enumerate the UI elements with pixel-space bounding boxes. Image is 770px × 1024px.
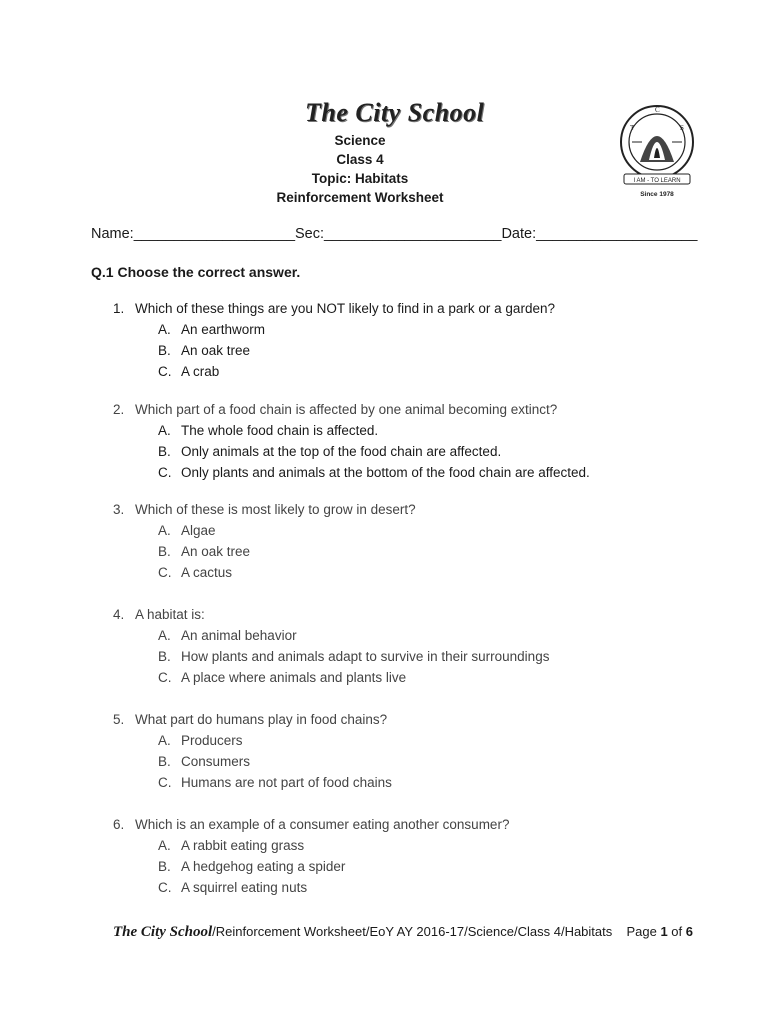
option-letter: A. — [158, 523, 171, 538]
emblem-letter-s: S — [680, 124, 684, 132]
option-c[interactable] — [113, 772, 392, 793]
question-text: Which of these things are you NOT likely to find in a park or a garden? — [135, 301, 555, 316]
option-b[interactable] — [113, 751, 392, 772]
school-emblem-icon — [618, 102, 696, 202]
option-text: An animal behavior — [181, 628, 297, 643]
emblem-since: Since 1978 — [640, 191, 674, 198]
option-text: A cactus — [181, 565, 233, 580]
option-c[interactable] — [113, 361, 555, 382]
date-label: Date: — [501, 226, 537, 242]
option-letter: B. — [158, 754, 171, 769]
option-text: Consumers — [181, 754, 251, 769]
question-1 — [113, 298, 555, 382]
option-text: Producers — [181, 733, 243, 748]
question-text: Which is an example of a consumer eating another consumer? — [135, 817, 510, 832]
date-field[interactable]: ____________________ — [536, 226, 698, 242]
emblem-letter-t: T — [630, 124, 635, 132]
option-letter: B. — [158, 343, 171, 358]
footer-school-script: The City School — [113, 924, 213, 940]
option-text: A place where animals and plants live — [181, 670, 407, 685]
question-number: 4. — [113, 607, 125, 622]
option-c[interactable] — [113, 667, 549, 688]
option-letter: C. — [158, 880, 172, 895]
option-a[interactable] — [113, 625, 549, 646]
option-a[interactable] — [113, 520, 416, 541]
option-b[interactable] — [113, 541, 416, 562]
name-field[interactable]: ____________________ — [133, 226, 296, 242]
option-a[interactable] — [113, 319, 555, 340]
option-letter: A. — [158, 423, 171, 438]
emblem-motto: I AM - TO LEARN — [633, 178, 681, 184]
option-text: A crab — [181, 364, 220, 379]
question-text: A habitat is: — [135, 607, 205, 622]
option-text: Humans are not part of food chains — [181, 775, 392, 790]
worksheet-type-title: Reinforcement Worksheet — [276, 190, 444, 205]
topic-title: Topic: Habitats — [311, 171, 409, 186]
section-title: Q.1 Choose the correct answer. — [91, 264, 301, 280]
option-letter: B. — [158, 649, 171, 664]
page-label: Page — [626, 924, 657, 939]
question-4 — [113, 604, 549, 688]
option-letter: A. — [158, 322, 171, 337]
question-number: 1. — [113, 301, 125, 316]
option-c[interactable] — [113, 462, 590, 483]
option-letter: C. — [158, 465, 172, 480]
question-3 — [113, 499, 416, 583]
option-text: How plants and animals adapt to survive in their surroundings — [181, 649, 550, 664]
option-c[interactable] — [113, 562, 416, 583]
option-letter: B. — [158, 544, 171, 559]
subject-title: Science — [334, 133, 386, 148]
school-logo-text: The City School — [305, 98, 485, 127]
sec-field[interactable]: ______________________ — [324, 226, 502, 242]
question-number: 5. — [113, 712, 125, 727]
question-text: What part do humans play in food chains? — [135, 712, 388, 727]
footer-path-text: /Reinforcement Worksheet/EoY AY 2016-17/Science/Class 4/Habitats — [212, 924, 613, 939]
page-of-label: of — [671, 924, 683, 939]
option-letter: C. — [158, 775, 172, 790]
sec-label: Sec: — [295, 226, 325, 242]
question-5 — [113, 709, 392, 793]
option-b[interactable] — [113, 646, 549, 667]
option-letter: B. — [158, 859, 171, 874]
option-b[interactable] — [113, 856, 509, 877]
option-c[interactable] — [113, 877, 509, 898]
option-text: Only animals at the top of the food chain are affected. — [181, 444, 502, 459]
question-6 — [113, 814, 509, 898]
option-letter: B. — [158, 444, 171, 459]
option-text: An earthworm — [181, 322, 266, 337]
option-text: An oak tree — [181, 544, 251, 559]
option-text: A hedgehog eating a spider — [181, 859, 346, 874]
option-a[interactable] — [113, 420, 590, 441]
option-letter: C. — [158, 670, 172, 685]
option-a[interactable] — [113, 730, 392, 751]
page-total: 6 — [685, 924, 693, 939]
option-text: Only plants and animals at the bottom of the food chain are affected. — [181, 465, 590, 480]
question-number: 3. — [113, 502, 125, 517]
footer-document-path — [113, 924, 612, 941]
page-number — [626, 924, 693, 939]
emblem-letter-c: C — [655, 106, 660, 114]
option-text: The whole food chain is affected. — [181, 423, 379, 438]
question-number: 6. — [113, 817, 125, 832]
name-label: Name: — [91, 226, 134, 242]
option-letter: A. — [158, 628, 171, 643]
option-text: A squirrel eating nuts — [181, 880, 308, 895]
option-text: Algae — [181, 523, 216, 538]
option-letter: C. — [158, 364, 172, 379]
option-a[interactable] — [113, 835, 509, 856]
question-2 — [113, 399, 590, 483]
option-b[interactable] — [113, 441, 590, 462]
option-letter: C. — [158, 565, 172, 580]
option-text: A rabbit eating grass — [181, 838, 305, 853]
option-text: An oak tree — [181, 343, 251, 358]
question-number: 2. — [113, 402, 125, 417]
option-letter: A. — [158, 733, 171, 748]
class-title: Class 4 — [336, 152, 384, 167]
question-text: Which part of a food chain is affected by one animal becoming extinct? — [135, 402, 558, 417]
student-info-row — [91, 226, 698, 242]
option-letter: A. — [158, 838, 171, 853]
option-b[interactable] — [113, 340, 555, 361]
page-footer — [113, 924, 693, 941]
page-current: 1 — [660, 924, 668, 939]
question-text: Which of these is most likely to grow in desert? — [135, 502, 416, 517]
worksheet-header — [230, 131, 490, 207]
